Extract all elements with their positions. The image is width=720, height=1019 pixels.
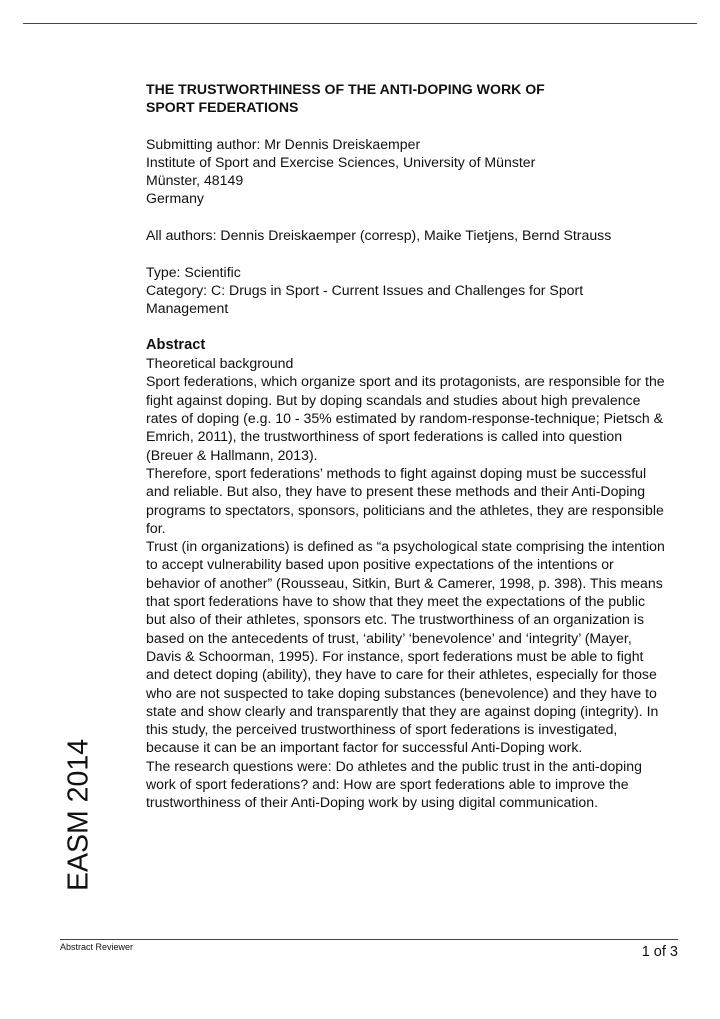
document-body bbox=[146, 80, 666, 812]
category: Category: C: Drugs in Sport - Current Issues and Challenges for Sport Management bbox=[146, 281, 584, 317]
all-authors: All authors: Dennis Dreiskaemper (corresp), Maike Tietjens, Bernd Strauss bbox=[146, 227, 612, 244]
abstract-paragraph-2: Therefore, sport federations’ methods to fight against doping must be successful and reliable. But also, they have to present these methods and their Anti-Doping programs to spectators, sponsors, politicians and the athletes, they are responsible for. bbox=[146, 464, 664, 536]
submitting-author-block bbox=[146, 135, 666, 208]
type-category-block bbox=[146, 263, 666, 318]
footer-reviewer-label: Abstract Reviewer bbox=[60, 942, 134, 952]
page-number: 1 of 3 bbox=[641, 944, 678, 960]
type: Type: Scientific bbox=[146, 263, 241, 280]
abstract-heading: Abstract bbox=[146, 336, 206, 353]
abstract-paragraph-1: Sport federations, which organize sport and its protagonists, are responsible for the fight against doping. But by doping scandals and studies about high prevalence rates of doping (e.g. 10 - 35% estimated by random-response-technique; Pietsch & Emrich, 2011), the trustworthiness of sport federations is called into question (Breuer & Hallmann, 2013). bbox=[146, 373, 665, 463]
abstract-paragraph-4: The research questions were: Do athletes and the public trust in the anti-doping work of sport federations? and: How are sport federations able to improve the trustworthiness of their Anti-Doping work by using digital communication. bbox=[146, 757, 642, 811]
top-divider bbox=[23, 23, 697, 24]
title-line-2: SPORT FEDERATIONS bbox=[146, 99, 299, 116]
institute: Institute of Sport and Exercise Sciences, University of Münster bbox=[146, 153, 536, 170]
submitting-author: Submitting author: Mr Dennis Dreiskaemper bbox=[146, 135, 421, 152]
conference-side-label: EASM 2014 bbox=[62, 738, 95, 892]
footer-divider bbox=[60, 939, 678, 940]
title-line-1: THE TRUSTWORTHINESS OF THE ANTI-DOPING WORK OF bbox=[146, 81, 545, 97]
abstract-subheading: Theoretical background bbox=[146, 355, 294, 372]
document-title bbox=[146, 80, 666, 117]
abstract-paragraph-3: Trust (in organizations) is defined as “a psychological state comprising the intention to accept vulnerability based upon positive expectations of the intentions or behavior of another” (Rousseau, Sitkin, Burt & Camerer, 1998, p. 398). This means that sport federations have to show that they meet the expectations of the public but also of their athletes, sponsors etc. The trustworthiness of an organization is based on the antecedents of trust, ‘ability’ ‘benevolence’ and ‘integrity’ (Mayer, Davis & Schoorman, 1995). For instance, sport federations must be able to fight and detect doping (ability), they have to care for their athletes, especially for those who are not suspected to take doping substances (benevolence) and they have to state and show clearly and transparently that they are against doping (integrity). In this study, the perceived trustworthiness of sport federations is investigated, because it can be an important factor for successful Anti-Doping work. bbox=[146, 538, 665, 756]
city: Münster, 48149 bbox=[146, 172, 244, 189]
country: Germany bbox=[146, 190, 204, 207]
